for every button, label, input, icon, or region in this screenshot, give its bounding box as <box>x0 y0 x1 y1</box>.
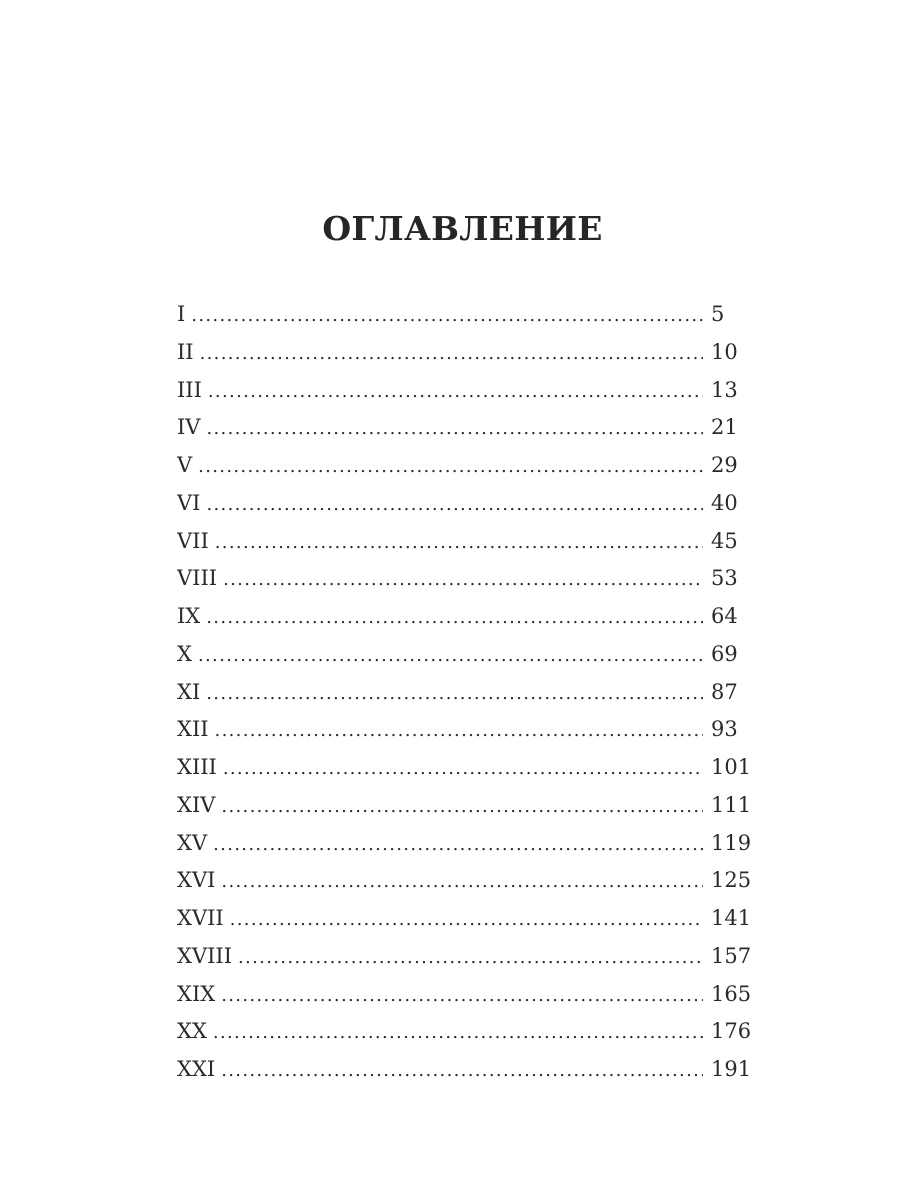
page-title: ОГЛАВЛЕНИЕ <box>322 209 603 248</box>
toc-entry-page: 157 <box>711 938 751 976</box>
toc-entry[interactable] <box>177 334 747 372</box>
toc-entry-page: 119 <box>711 825 751 863</box>
toc-entry-label: III <box>177 378 208 402</box>
table-of-contents <box>177 296 752 1089</box>
toc-entry-label: IV <box>177 415 206 439</box>
dot-leader <box>177 711 703 750</box>
toc-entry-label: XXI <box>177 1057 221 1081</box>
toc-entry-page: 191 <box>711 1051 751 1089</box>
toc-entry-label: II <box>177 340 200 364</box>
toc-entry-page: 111 <box>711 787 751 825</box>
dot-leader <box>177 636 703 675</box>
toc-entry-page: 93 <box>711 711 738 749</box>
dot-leader <box>177 485 703 524</box>
toc-entry-page: 165 <box>711 976 751 1014</box>
toc-entry-page: 101 <box>711 749 751 787</box>
toc-entry[interactable] <box>177 787 752 825</box>
toc-entry[interactable] <box>177 523 747 561</box>
dot-leader <box>177 523 703 562</box>
toc-entry-label: XIX <box>177 982 221 1006</box>
dot-leader <box>177 296 703 335</box>
dot-leader <box>177 938 703 977</box>
dot-leader <box>177 334 703 373</box>
toc-entry-page: 40 <box>711 485 738 523</box>
dot-leader <box>177 749 703 788</box>
toc-entry[interactable] <box>177 447 747 485</box>
toc-entry-label: X <box>177 642 198 666</box>
dot-leader <box>177 447 703 486</box>
toc-entry[interactable] <box>177 862 752 900</box>
toc-entry-label: XV <box>177 831 213 855</box>
toc-entry[interactable] <box>177 749 752 787</box>
toc-entry[interactable] <box>177 711 747 749</box>
dot-leader <box>177 1051 703 1090</box>
toc-entry-page: 87 <box>711 674 738 712</box>
dot-leader <box>177 976 703 1015</box>
dot-leader <box>177 900 703 939</box>
dot-leader <box>177 409 703 448</box>
dot-leader <box>177 825 703 864</box>
dot-leader <box>177 372 703 411</box>
toc-entry-page: 21 <box>711 409 738 447</box>
dot-leader <box>177 674 703 713</box>
toc-entry-label: XVI <box>177 868 221 892</box>
toc-entry-label: XI <box>177 680 206 704</box>
dot-leader <box>177 1013 703 1052</box>
toc-entry-label: IX <box>177 604 206 628</box>
dot-leader <box>177 787 703 826</box>
toc-entry-page: 125 <box>711 862 751 900</box>
toc-entry[interactable] <box>177 372 747 410</box>
toc-entry[interactable] <box>177 938 752 976</box>
dot-leader <box>177 598 703 637</box>
toc-entry[interactable] <box>177 560 747 598</box>
toc-entry[interactable] <box>177 1051 752 1089</box>
toc-entry-page: 69 <box>711 636 738 674</box>
toc-entry-page: 29 <box>711 447 738 485</box>
toc-entry-page: 176 <box>711 1013 751 1051</box>
toc-entry-page: 10 <box>711 334 738 372</box>
toc-entry-page: 45 <box>711 523 738 561</box>
toc-entry-page: 13 <box>711 372 738 410</box>
toc-entry[interactable] <box>177 409 747 447</box>
toc-entry-label: XII <box>177 717 215 741</box>
toc-entry-page: 5 <box>711 296 724 334</box>
toc-entry-label: XVIII <box>177 944 238 968</box>
toc-entry[interactable] <box>177 674 747 712</box>
toc-entry[interactable] <box>177 485 747 523</box>
toc-entry-label: VI <box>177 491 206 515</box>
toc-entry[interactable] <box>177 636 747 674</box>
toc-entry-label: XX <box>177 1019 213 1043</box>
toc-entry-label: VII <box>177 529 215 553</box>
toc-entry[interactable] <box>177 900 752 938</box>
toc-entry[interactable] <box>177 976 752 1014</box>
toc-entry-page: 53 <box>711 560 738 598</box>
toc-entry-label: V <box>177 453 198 477</box>
toc-entry-label: VIII <box>177 566 223 590</box>
toc-entry-label: XVII <box>177 906 230 930</box>
toc-entry-label: I <box>177 302 191 326</box>
dot-leader <box>177 560 703 599</box>
toc-entry[interactable] <box>177 825 752 863</box>
dot-leader <box>177 862 703 901</box>
toc-entry[interactable] <box>177 1013 752 1051</box>
toc-entry[interactable] <box>177 598 747 636</box>
toc-entry-label: XIV <box>177 793 221 817</box>
toc-entry-page: 64 <box>711 598 738 636</box>
toc-entry-label: XIII <box>177 755 223 779</box>
toc-entry-page: 141 <box>711 900 751 938</box>
toc-entry[interactable] <box>177 296 747 334</box>
